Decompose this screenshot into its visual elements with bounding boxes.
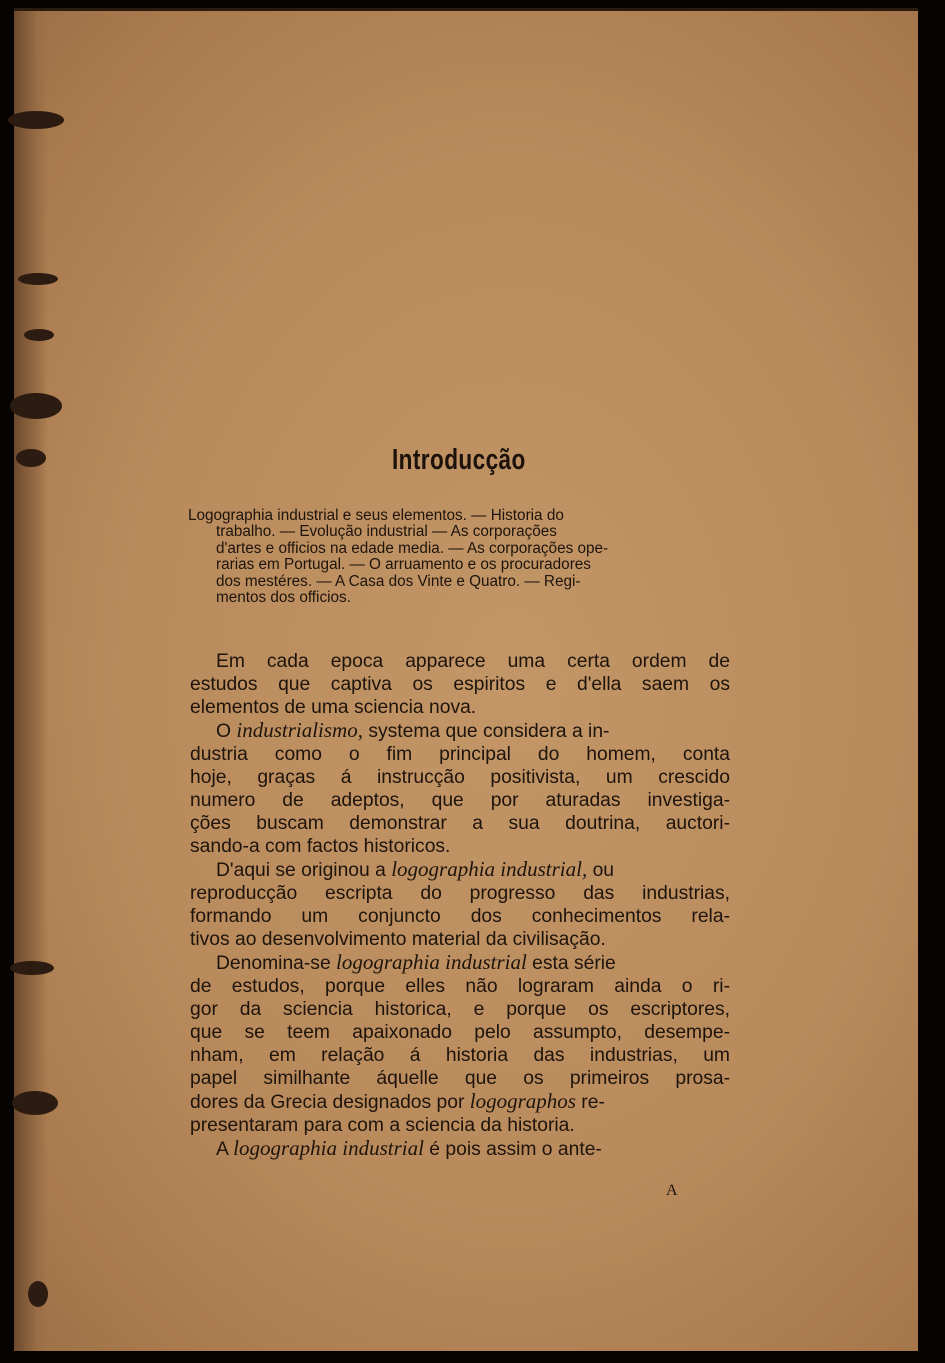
body-line: papel similhante áquelle que os primeiros prosa- — [190, 1068, 730, 1089]
body-line — [190, 1090, 730, 1114]
body-line: hoje, graças á instrucção positivista, um crescido — [190, 767, 730, 788]
italic-term: logographia industrial — [336, 950, 527, 974]
summary-line: d'artes e officios na edade media. — As corporações ope- — [216, 539, 609, 557]
summary-line: trabalho. — Evolução industrial — As corporações — [216, 523, 557, 541]
italic-term: industrialismo, — [236, 718, 363, 742]
text-span: re- — [575, 1092, 605, 1113]
body-line: nham, em relação á historia das industrias, um — [190, 1045, 730, 1066]
body-line: que se teem apaixonado pelo assumpto, desempe- — [190, 1022, 730, 1043]
body-line: presentaram para com a sciencia da historia. — [190, 1115, 575, 1136]
body-line: formando um conjuncto dos conhecimentos rela- — [190, 906, 730, 927]
text-span: O — [216, 721, 237, 742]
body-line — [190, 951, 730, 975]
text-span: é pois assim o ante- — [423, 1139, 602, 1160]
body-line: gor da sciencia historica, e porque os escriptores, — [190, 999, 730, 1020]
body-line: sando-a com factos historicos. — [190, 836, 451, 857]
left-edge-stain — [12, 1091, 58, 1115]
text-span: dores da Grecia designados por — [190, 1092, 470, 1113]
body-line: numero de adeptos, que por aturadas investiga- — [190, 790, 730, 811]
body-line — [190, 719, 730, 743]
body-line: estudos que captiva os espiritos e d'ella saem os — [190, 674, 730, 695]
body-line: reproducção escripta do progresso das industrias, — [190, 883, 730, 904]
body-line — [190, 858, 730, 882]
left-edge-stain — [10, 961, 54, 975]
summary-line: mentos dos officios. — [216, 589, 351, 607]
italic-term: logographia industrial — [233, 1136, 424, 1160]
body-line: elementos de uma sciencia nova. — [190, 697, 477, 718]
text-span: A — [216, 1139, 234, 1160]
left-edge-stain — [16, 449, 46, 467]
left-edge-stain — [28, 1281, 48, 1307]
left-edge-stain — [10, 393, 62, 419]
summary-line: dos mestéres. — A Casa dos Vinte e Quatro. — Regi- — [216, 572, 581, 590]
left-edge-stain — [18, 273, 58, 285]
text-span: Denomina-se — [216, 953, 337, 974]
italic-term: logographia industrial, — [391, 857, 588, 881]
chapter-summary — [188, 508, 728, 606]
left-edge-stain — [24, 329, 54, 341]
body-line: dustria como o fim principal do homem, conta — [190, 744, 730, 765]
left-edge-stain — [8, 111, 64, 129]
body-line: tivos ao desenvolvimento material da civilisação. — [190, 929, 606, 950]
body-text — [190, 650, 730, 1161]
text-span: ou — [587, 860, 615, 881]
body-line — [190, 1137, 730, 1161]
body-line: ções buscam demonstrar a sua doutrina, auctori- — [190, 813, 730, 834]
signature-mark: A — [666, 1182, 678, 1199]
text-span: esta série — [526, 953, 616, 974]
summary-line: rarias em Portugal. — O arruamento e os procuradores — [216, 556, 591, 574]
italic-term: logographos — [469, 1089, 576, 1113]
text-span: systema que considera a in- — [362, 721, 610, 742]
body-line: Em cada epoca apparece uma certa ordem de — [216, 651, 730, 672]
text-span: D'aqui se originou a — [216, 860, 392, 881]
body-line: de estudos, porque elles não lograram ainda o ri- — [190, 976, 730, 997]
summary-line: Logographia industrial e seus elementos. — Historia do — [188, 507, 564, 524]
chapter-title: Introducção — [392, 444, 526, 476]
